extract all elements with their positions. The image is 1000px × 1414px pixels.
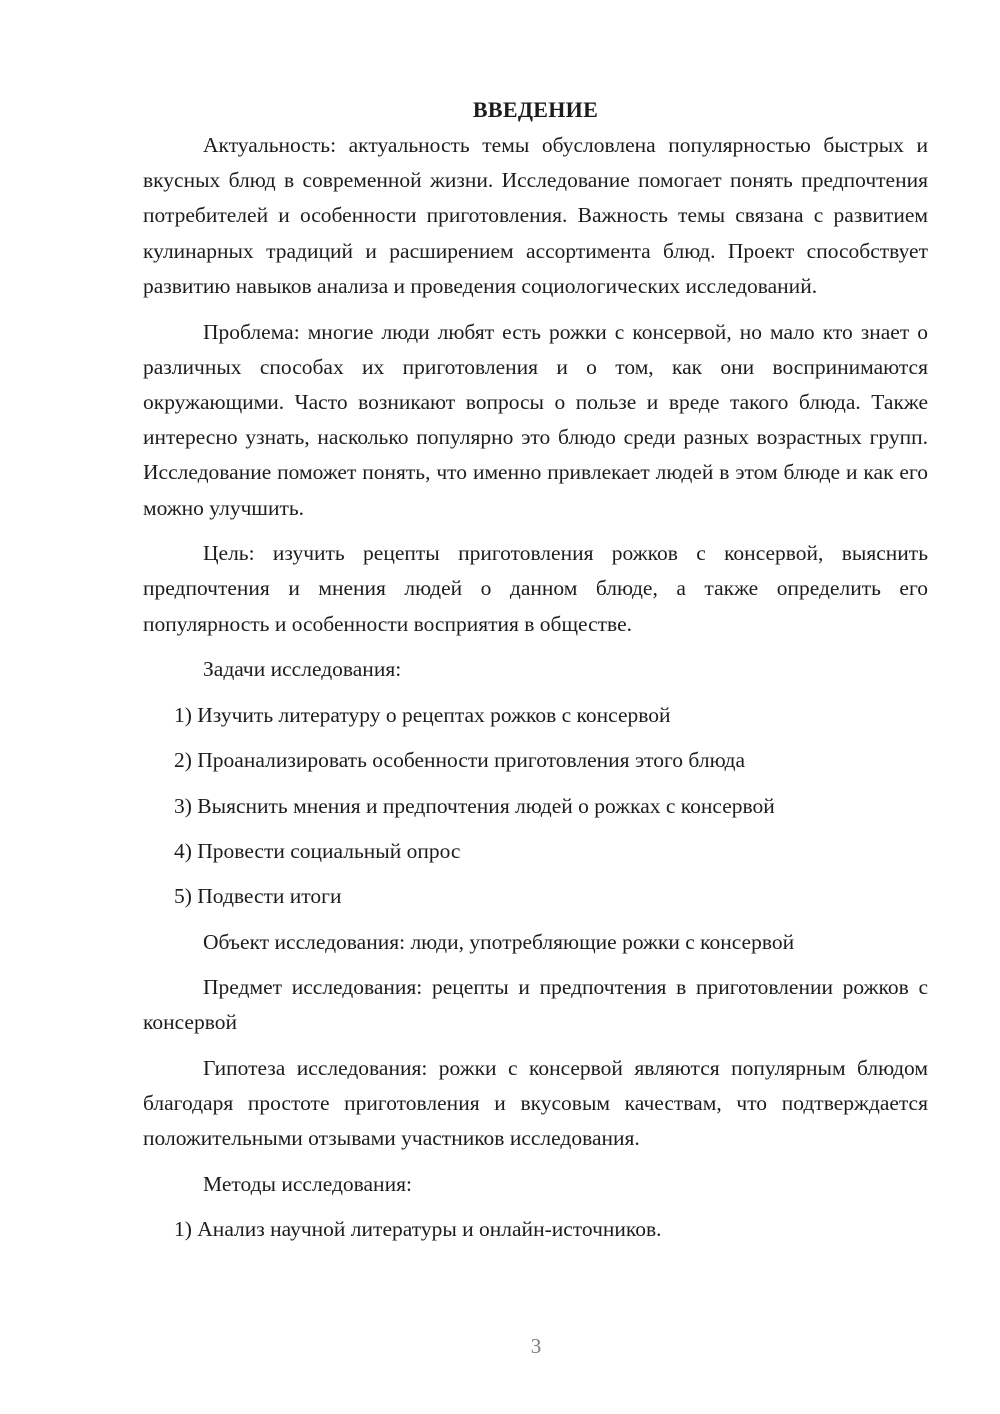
methods-list <box>143 1212 928 1247</box>
list-item: 4) Провести социальный опрос <box>174 838 461 863</box>
document-page <box>143 92 928 1258</box>
list-item: 1) Анализ научной литературы и онлайн-источников. <box>174 1217 662 1242</box>
goal-paragraph: Цель: изучить рецепты приготовления рожков с консервой, выяснить предпочтения и мнения людей о данном блюде, а также определить его популярность и особенности восприятия в обществе. <box>143 541 928 636</box>
list-item: 5) Подвести итоги <box>174 884 342 909</box>
list-item: 3) Выяснить мнения и предпочтения людей о рожках с консервой <box>174 793 775 818</box>
relevance-paragraph: Актуальность: актуальность темы обусловлена популярностью быстрых и вкусных блюд в современной жизни. Исследование помогает понять предпочтения потребителей и особенности приготовления. Важность темы связана с развитием кулинарных традиций и расширением ассортимента блюд. Проект способствует развитию навыков анализа и проведения социологических исследований. <box>143 133 928 298</box>
page-number: 3 <box>530 1334 542 1358</box>
page-title: ВВЕДЕНИЕ <box>472 97 599 122</box>
tasks-heading: Задачи исследования: <box>203 657 402 682</box>
hypothesis-paragraph: Гипотеза исследования: рожки с консервой являются популярным блюдом благодаря простоте приготовления и вкусовым качествам, что подтверждается положительными отзывами участников исследования. <box>143 1055 928 1151</box>
list-item: 1) Изучить литературу о рецептах рожков с консервой <box>174 702 671 727</box>
problem-paragraph: Проблема: многие люди любят есть рожки с консервой, но мало кто знает о различных способах их приготовления и о том, как они воспринимаются окружающими. Часто возникают вопросы о пользе и вреде такого блюда. Также интересно узнать, насколько популярно это блюдо среди разных возрастных групп. Исследование поможет понять, что именно привлекает людей в этом блюде и как его можно улучшить. <box>143 319 928 520</box>
subject-paragraph: Предмет исследования: рецепты и предпочтения в приготовлении рожков с консервой <box>143 975 928 1035</box>
tasks-list <box>143 698 928 915</box>
methods-heading: Методы исследования: <box>203 1172 412 1197</box>
object-paragraph: Объект исследования: люди, употребляющие рожки с консервой <box>203 929 795 954</box>
list-item: 2) Проанализировать особенности приготовления этого блюда <box>174 748 746 773</box>
